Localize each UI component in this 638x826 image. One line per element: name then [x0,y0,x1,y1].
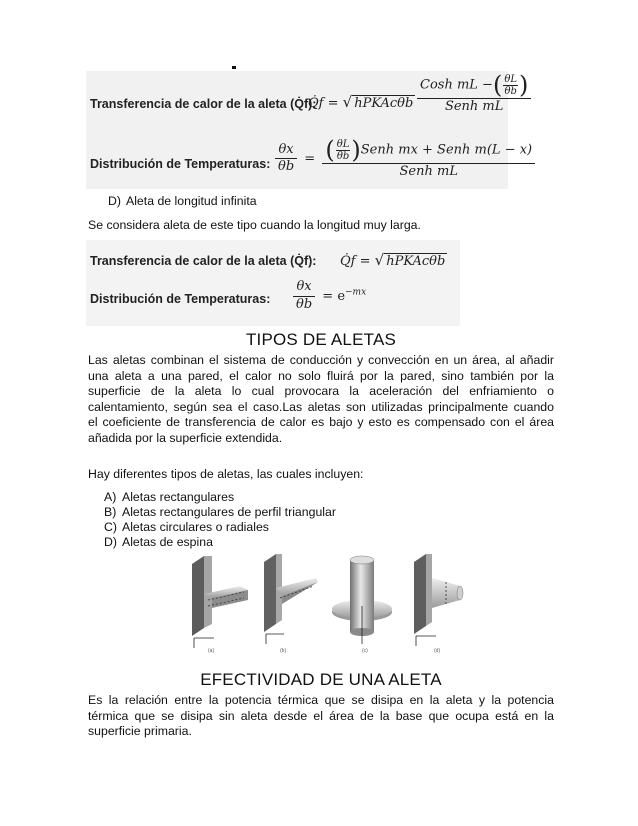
heat-transfer-label: Transferencia de calor de la aleta (Q̇f): [90,97,317,111]
fin-types-list [104,490,336,550]
list-item: C) Aletas circulares o radiales [104,520,269,534]
effectiveness-heading: EFECTIVIDAD DE UNA ALETA [200,670,442,689]
infinite-temperature-label: Distribución de Temperaturas: [90,292,271,306]
fin-types-figure [178,548,468,656]
paragraph-line: superficie de la aleta lo cual provocara la aceleración del enfriamiento o [88,384,554,399]
list-item: A) Aletas rectangulares [104,490,235,504]
types-intro: Hay diferentes tipos de aletas, las cuales incluyen: [88,467,364,481]
triangular-profile-fin-drawing [264,554,318,644]
temperature-distribution-label: Distribución de Temperaturas: [90,157,271,171]
rectangular-fin-drawing [192,556,248,648]
infinite-heat-transfer-formula: Q̇f = √ hPKAcθb [340,251,446,269]
figure-label-b: (b) [280,648,287,654]
paragraph-line: el coeficiente de transferencia de calor es bajo y esto es compensado con el área [88,415,554,430]
pin-fin-drawing [414,554,463,646]
paragraph-line: Es la relación entre la potencia térmica que se disipa en la aleta y la potencia [88,693,554,707]
paragraph-line: Las aletas combinan el sistema de conducción y convección en un área, al añadir [88,353,554,367]
case-d-title: D) Aleta de longitud infinita [108,194,257,208]
equation-image-infinite-fin [86,240,460,326]
heat-transfer-formula: Q̇f = √ hPKAcθb [308,93,414,111]
infinite-heat-transfer-label: Transferencia de calor de la aleta (Q̇f): [90,254,317,268]
heat-transfer-fraction: Cosh mL −( $\frac{\theta L}{\theta b}$ ) Senh mL [414,73,534,115]
list-item: D) Aletas de espina [104,535,213,549]
types-paragraph [88,353,554,447]
types-heading: TIPOS DE ALETAS [245,330,397,349]
paragraph-line: añadida por la superficie extendida. [88,430,283,445]
paragraph-line: superficie primaria. [88,724,192,739]
equation-image-convective-tip [86,71,533,189]
stray-mark [232,66,236,69]
figure-label-a: (a) [208,648,215,654]
case-d-description: Se considera aleta de este tipo cuando la longitud muy larga. [88,218,421,232]
infinite-temperature-formula: $\frac{\theta x}{\theta b}$ = $e^{-mx}$ [290,280,366,313]
circular-fin-drawing [332,556,392,644]
temperature-distribution-formula: $\frac{\theta x}{\theta b}$ = ( $\frac{\theta L}{\theta b}$ )Senh mx + Senh m(L − x) Senh mL [272,138,538,180]
effectiveness-paragraph [88,693,554,740]
figure-label-d: (d) [434,648,441,654]
list-item: B) Aletas rectangulares de perfil triangular [104,505,336,519]
figure-label-c: (c) [362,648,368,654]
paragraph-line: térmica que se disipa sin aleta desde el área de la base que ocupa está en la [88,708,554,723]
paragraph-line: una aleta a una pared, el calor no solo fluirá por la pared, sino también por la [88,368,554,383]
paragraph-line: calentamiento, según sea el caso.Las aletas son utilizadas principalmente cuando [88,399,554,414]
